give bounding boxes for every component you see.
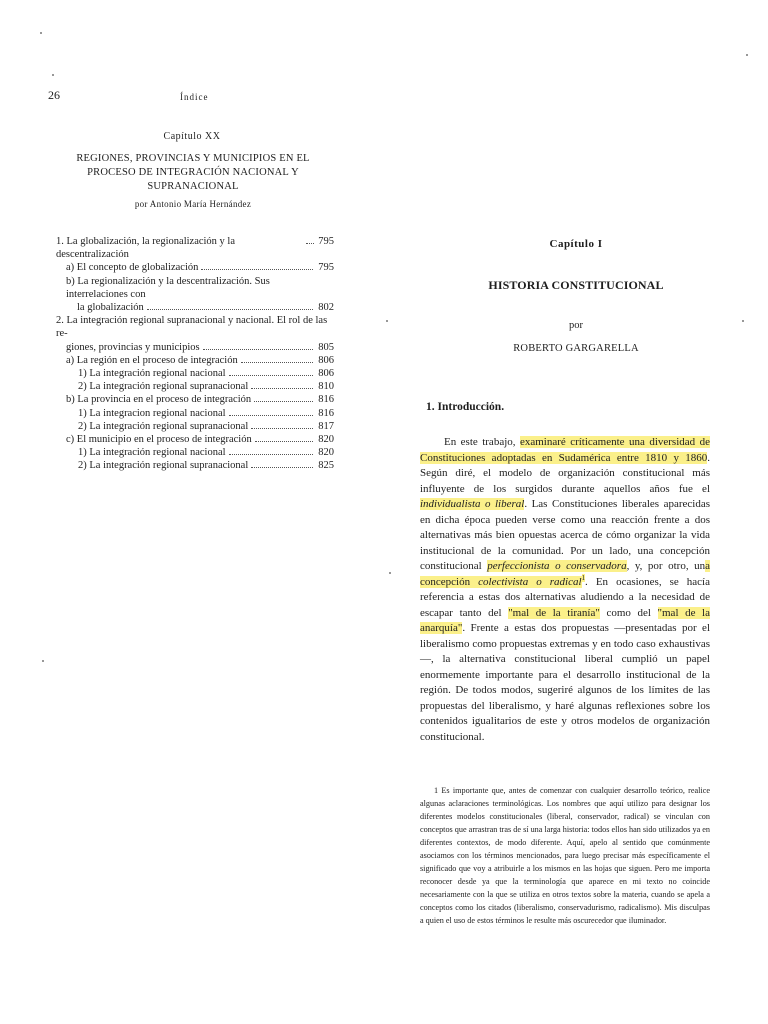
text-run: . Las Constituciones liberales aparecidas en dicha época pueden verse como una reacción frente a dos alternativas más bien opuestas acerca de cómo organizar la vida institucional de la comunidad. Por un lado, una concepción constitucional [420,498,710,572]
toc-leader-dots [251,428,313,429]
toc-entry [56,380,334,393]
toc-entry [56,235,334,261]
toc-leader-dots [229,454,313,455]
toc-entry [56,433,334,446]
highlighted-text: examinaré críticamente una diversidad de Constituciones adoptadas en Sudamérica entre 1810 y 1860 [420,436,710,464]
text-run: . Según diré, el modelo de organización constitucional más influyente de los surgidos durante aquellos años fue el [420,451,710,495]
toc-entry [56,393,334,406]
toc-entry [56,459,334,472]
toc-entry [56,420,334,433]
chapter-title: HISTORIA CONSTITUCIONAL [488,278,664,292]
toc-entry-label: 1) La integración regional nacional [78,368,226,380]
scan-speck [386,320,388,322]
page-number: 26 [48,88,60,102]
highlighted-text: "mal de la tiranía" [508,606,600,619]
scan-speck [746,54,748,56]
toc-leader-dots [229,415,313,416]
scan-speck [742,320,744,322]
toc-entry-page: 810 [318,381,334,393]
chapter-author: por Antonio María Hernández [134,199,252,209]
text-run: . En ocasiones, se hacía referencia a estas dos alternativas aludiendo a la necesidad de escapar tanto del [420,575,710,619]
toc-leader-dots [255,441,313,442]
toc-entry-label: a) La región en el proceso de integración [66,354,238,366]
footnote [420,784,710,927]
chapter-title: REGIONES, PROVINCIAS Y MUNICIPIOS EN EL PROCESO DE INTEGRACIÓN NACIONAL Y SUPRANACIONAL [76,153,310,192]
text-run: , y, por otro, un [626,560,706,572]
toc-entry-page: 806 [318,368,334,380]
paragraph [420,435,710,745]
toc-leader-dots [229,375,313,376]
toc-entry [56,367,334,380]
chapter-label: Capítulo I [549,238,603,250]
text-run: . Frente a estas dos propuestas —presentadas por el liberalismo como propuestas extremas y en todo caso exhaustivas—, la alternativa constitucional liberal cumplió un papel enormemente importante para el desarrollo institucional de la región. De todos modos, sugeriré algunos de los límites de las propuestas del liberalismo, y haré algunas reflexiones sobre los contenidos igualitarios de este y otros modelos de organización constitucional. [420,622,710,743]
author-prefix: por [569,320,583,331]
toc-entry-page: 795 [318,262,334,274]
footnote-rule [420,774,710,776]
toc-entry-page: 820 [318,447,334,459]
toc-entry [56,446,334,459]
toc-entry-label: b) La regionalización y la descentralización. Sus interrelaciones con [66,275,270,300]
toc-leader-dots [241,362,313,363]
chapter-author: ROBERTO GARGARELLA [513,343,639,354]
toc-entry-page: 816 [318,394,334,406]
toc-entry-label: b) La provincia en el proceso de integración [66,394,252,406]
toc-entry-label: 1) La integración regional nacional [78,447,226,459]
highlighted-text: "mal de la anarquía" [420,606,711,634]
toc-entry-page: 802 [318,302,334,314]
scan-speck [42,660,44,662]
toc-entry-label: c) El municipio en el proceso de integración [66,434,252,446]
toc-entry [56,275,334,301]
highlighted-text: a concepción [420,560,710,588]
scan-speck [389,572,391,574]
toc-entry-label: 2) La integración regional supranacional [78,420,249,432]
table-of-contents [56,235,334,473]
toc-entry [56,407,334,420]
toc-entry-page: 806 [318,354,334,366]
section-heading: 1. Introducción. [426,401,505,413]
toc-entry-label: 2. La integración regional supranacional y nacional. El rol de las re- [56,315,328,340]
body-text [420,435,710,745]
scan-speck [52,74,54,76]
toc-entry-page: 817 [318,420,334,432]
toc-entry-page: 816 [318,407,334,419]
toc-entry-label: la globalización [77,302,144,314]
text-run: como del [599,606,658,619]
toc-entry-page: 825 [318,460,334,472]
toc-leader-dots [147,309,313,310]
chapter-label: Capítulo XX [163,131,221,142]
toc-entry-label: 2) La integración regional supranacional [78,381,249,393]
toc-leader-dots [251,388,313,389]
toc-entry [56,314,334,340]
toc-leader-dots [254,401,313,402]
toc-entry [56,341,334,354]
highlighted-text: individualista o liberal [420,498,525,510]
toc-leader-dots [251,467,313,468]
toc-entry-label: 1. La globalización, la regionalización y la descentralización [56,236,236,261]
toc-leader-dots [203,349,313,350]
running-title: Índice [180,92,209,102]
toc-entry-label: a) El concepto de globalización [66,262,199,274]
toc-entry-page: 805 [318,341,334,353]
scan-speck [40,32,42,34]
toc-entry [56,261,334,274]
toc-entry [56,301,334,314]
toc-leader-dots [306,243,314,244]
text-run: En este trabajo, [444,436,520,448]
toc-entry-page: 820 [318,434,334,446]
highlighted-text: colectivista o radical [478,575,582,588]
toc-entry-label: 2) La integración regional supranacional [78,460,249,472]
footnote-ref: 1 [581,573,586,582]
toc-entry-label: giones, provincias y municipios [66,341,200,353]
right-page [384,0,768,1024]
toc-leader-dots [201,269,313,270]
toc-entry-page: 795 [318,236,334,247]
toc-entry [56,354,334,367]
toc-entry-label: 1) La integracion regional nacional [78,407,226,419]
highlighted-text: perfeccionista o conservadora [487,560,627,572]
footnote-text: 1 Es importante que, antes de comenzar con cualquier desarrollo teórico, realice algunas aclaraciones terminológicas. Los nombres que aquí utilizo para designar los diferentes modelos constitucionales (liberal, conservador, radical) se vinculan con conceptos que arrastran tras de sí una larga historia: todos ellos han sido utilizados ya en diferentes contextos, de modo diferente. Aquí, apelo al sentido que comúnmente asociamos con los términos mencionados, para luego precisar más específicamente el significado que voy a atribuirle a los mismos en las hojas que siguen. Pero me importa reconocer desde ya que la terminología que aparece en mi texto no coincide necesariamente con la que se utiliza en otros textos sobre la materia, cuando se apela a conceptos como los citados (liberalismo, conservadurismo, radicalismo). Mis disculpas a quien el uso de estos términos le resulte más oscurecedor que iluminador. [420,786,710,925]
